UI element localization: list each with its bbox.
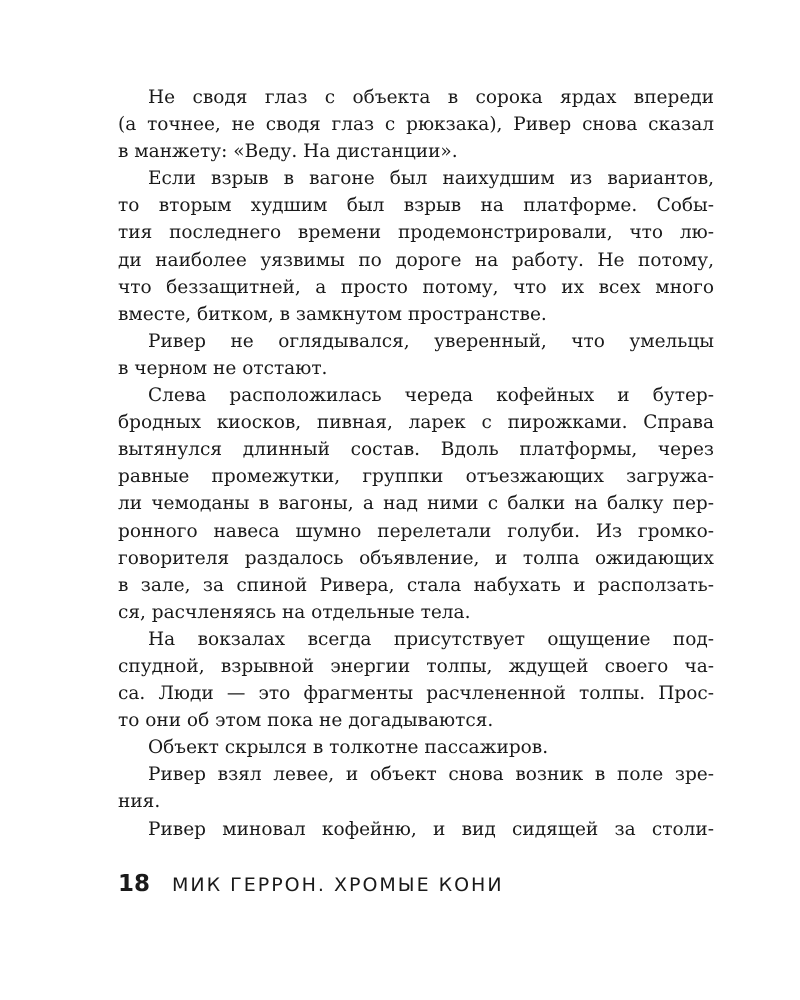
text-line: в черном не отстают. <box>118 357 328 379</box>
text-line: говорителя раздалось объявление, и толпа ожидающих <box>118 547 714 569</box>
text-line: ли чемоданы в вагоны, а над ними с балки на балку пер- <box>118 493 714 515</box>
text-line: ния. <box>118 791 161 813</box>
text-line: что беззащитней, а просто потому, что их всех много <box>118 276 714 298</box>
text-line: Ривер не оглядывался, уверенный, что умельцы <box>148 330 714 352</box>
text-line: спудной, взрывной энергии толпы, ждущей своего ча- <box>118 655 714 677</box>
text-line <box>118 843 714 844</box>
text-line: в зале, за спиной Ривера, стала набухать и расползать- <box>118 574 714 596</box>
page-number: 18 <box>118 871 151 897</box>
text-line: бродных киосков, пивная, ларек с пирожками. Справа <box>118 412 714 434</box>
text-line: Ривер взял левее, и объект снова возник в поле зре- <box>148 764 714 786</box>
text-line: вместе, битком, в замкнутом пространстве. <box>118 303 547 325</box>
text-line: то вторым худшим был взрыв на платформе. Собы- <box>118 195 714 217</box>
text-line: Ривер миновал кофейню, и вид сидящей за столи- <box>148 818 714 840</box>
text-line: Не сводя глаз с объекта в сорока ярдах впереди <box>148 87 714 108</box>
page-footer <box>118 871 504 901</box>
text-line: ронного навеса шумно перелетали голуби. Из громко- <box>118 520 714 542</box>
text-line: Слева расположилась череда кофейных и бутер- <box>148 385 714 407</box>
text-line: На вокзалах всегда присутствует ощущение под- <box>148 628 714 650</box>
text-line: вытянулся длинный состав. Вдоль платформы, через <box>118 439 714 461</box>
running-head: МИК ГЕРРОН. ХРОМЫЕ КОНИ <box>172 874 504 896</box>
text-line: Если взрыв в вагоне был наихудшим из вариантов, <box>148 168 714 190</box>
text-line: ди наиболее уязвимы по дороге на работу. Не потому, <box>118 249 714 271</box>
body-text <box>118 84 714 844</box>
text-line: (а точнее, не сводя глаз с рюкзака), Ривер снова сказал <box>118 114 714 136</box>
text-line: равные промежутки, группки отъезжающих загружа- <box>118 466 714 488</box>
text-line: са. Люди — это фрагменты расчлененной толпы. Прос- <box>118 683 714 705</box>
text-line: то они об этом пока не догадываются. <box>118 710 494 732</box>
text-line: в манжету: «Веду. На дистанции». <box>118 141 458 163</box>
text-line: Объект скрылся в толкотне пассажиров. <box>148 737 549 759</box>
text-line: ся, расчленяясь на отдельные тела. <box>118 601 471 623</box>
text-line: тия последнего времени продемонстрировали, что лю- <box>118 222 714 244</box>
